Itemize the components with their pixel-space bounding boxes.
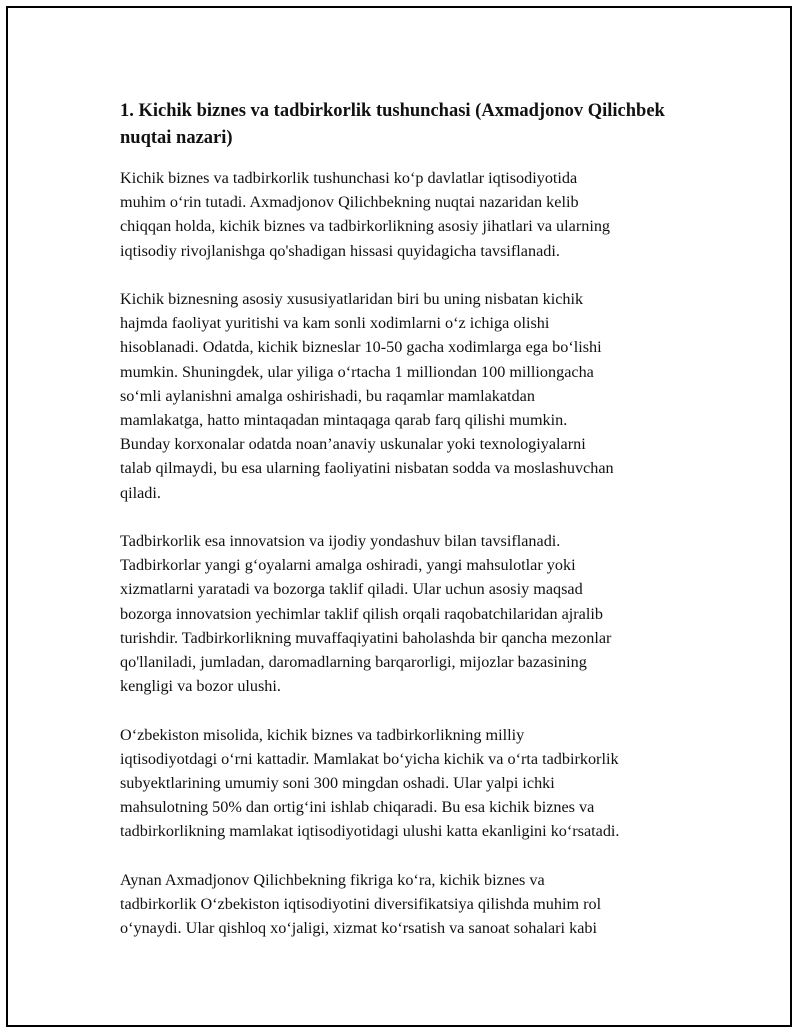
document-body bbox=[120, 98, 705, 965]
document-page bbox=[6, 6, 792, 1027]
paragraph-author-opinion: Aynan Axmadjonov Qilichbekning fikriga ko‘ra, kichik biznes va tadbirkorlik O‘zbekiston iqtisodiyotini diversifikatsiya qilishda muhim rol o‘ynaydi. Ular qishloq xo‘jaligi, xizmat ko‘rsatish va sanoat sohalari kabi bbox=[120, 870, 602, 938]
paragraph-intro: Kichik biznes va tadbirkorlik tushunchasi ko‘p davlatlar iqtisodiyotida muhim o‘rin tutadi. Axmadjonov Qilichbekning nuqtai nazaridan kelib chiqqan holda, kichik biznes va tadbirkorlikning asosiy jihatlari va ularning iqtisodiy rivojlanishga qo'shadigan hissasi quyidagicha tavsiflanadi. bbox=[120, 169, 611, 260]
paragraph-small-business-features: Kichik biznesning asosiy xususiyatlaridan biri bu uning nisbatan kichik hajmda faoliyat yuritishi va kam sonli xodimlarni o‘z ichiga olishi hisoblanadi. Odatda, kichik bizneslar 10-50 gacha xodimlarga ega bo‘lishi mumkin. Shuningdek, ular yiliga o‘rtacha 1 milliondan 100 milliongacha so‘mli aylanishni amalga oshirishadi, bu raqamlar mamlakatdan mamlakatga, hatto mintaqadan mintaqaga qarab farq qilishi mumkin. Bunday korxonalar odatda noan’anaviy uskunalar yoki texnologiyalarni talab qilmaydi, bu esa ularning faoliyatini nisbatan sodda va moslashuvchan qiladi. bbox=[120, 290, 614, 502]
paragraph-entrepreneurship: Tadbirkorlik esa innovatsion va ijodiy yondashuv bilan tavsiflanadi. Tadbirkorlar yangi g‘oyalarni amalga oshiradi, yangi mahsulotlar yoki xizmatlarni yaratadi va bozorga taklif qiladi. Ular uchun asosiy maqsad bozorga innovatsion yechimlar taklif qilish orqali raqobatchilaridan ajralib turishdir. Tadbirkorlikning muvaffaqiyatini baholashda bir qancha mezonlar qo'llaniladi, jumladan, daromadlarning barqarorligi, mijozlar bazasining kengligi va bozor ulushi. bbox=[120, 532, 612, 696]
section-heading: 1. Kichik biznes va tadbirkorlik tushunchasi (Axmadjonov Qilichbek nuqtai nazari) bbox=[120, 101, 665, 148]
paragraph-uzbekistan-example: O‘zbekiston misolida, kichik biznes va tadbirkorlikning milliy iqtisodiyotdagi o‘rni kattadir. Mamlakat bo‘yicha kichik va o‘rta tadbirkorlik subyektlarining umumiy soni 300 mingdan oshadi. Ular yalpi ichki mahsulotning 50% dan ortig‘ini ishlab chiqaradi. Bu esa kichik biznes va tadbirkorlikning mamlakat iqtisodiyotidagi ulushi katta ekanligini ko‘rsatadi. bbox=[120, 725, 620, 841]
